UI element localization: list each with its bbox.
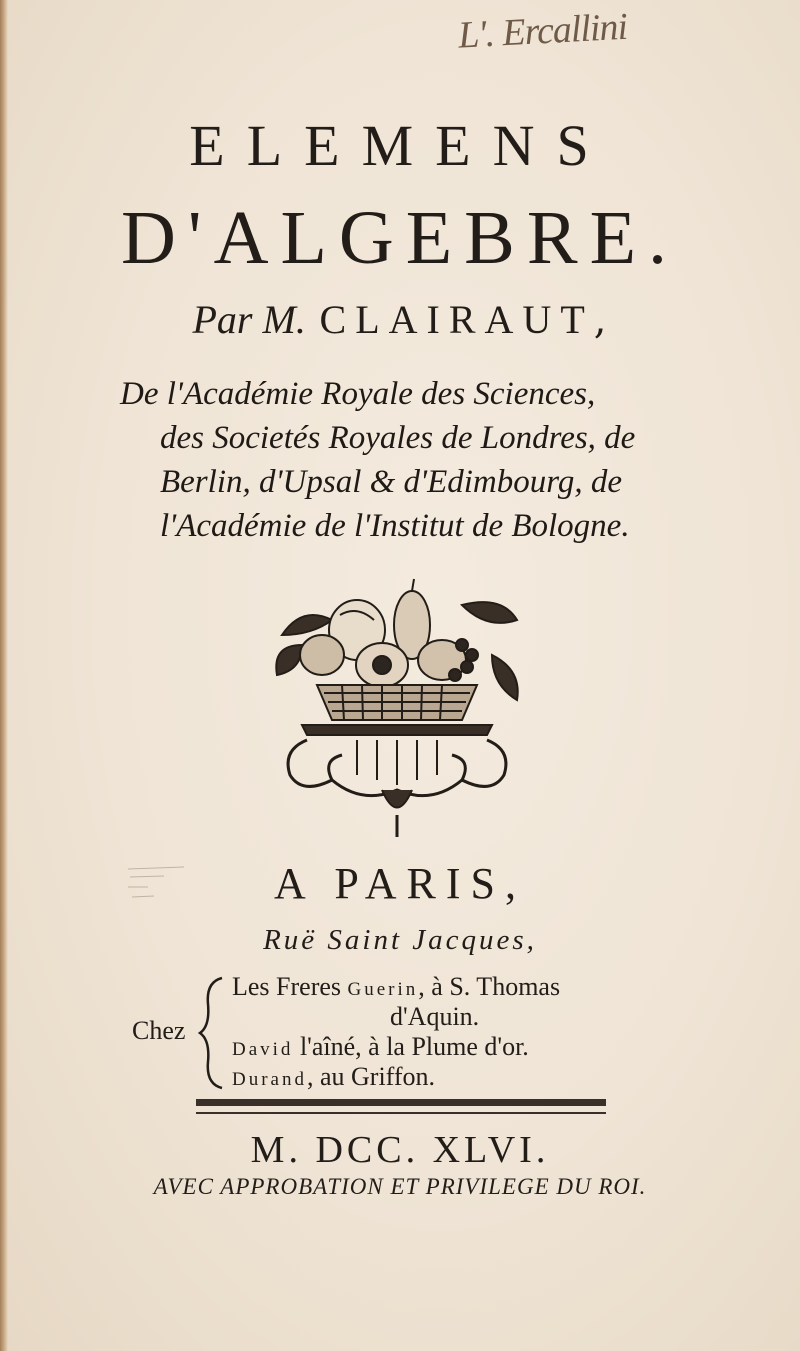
fruit-basket-ornament-icon	[262, 575, 532, 840]
title-line-2: D'ALGEBRE.	[120, 196, 679, 280]
imprint-street: Ruë Saint Jacques,	[263, 924, 537, 956]
chez-label: Chez	[132, 1016, 186, 1045]
publisher-name: Guerin	[347, 979, 419, 1000]
affiliation-line: l'Académie de l'Institut de Bologne.	[160, 508, 630, 544]
imprint-date: M. DCC. XLVI.	[250, 1129, 550, 1171]
title-line-1: ELEMENS	[189, 113, 611, 178]
handwritten-signature: L'. Ercallini	[457, 5, 629, 57]
publisher-text: , à S. Thomas	[418, 972, 561, 1001]
brace-icon	[196, 974, 230, 1092]
author-prefix: Par M.	[192, 297, 306, 342]
affiliation-line: De l'Académie Royale des Sciences,	[120, 376, 596, 412]
author-suffix: ,	[593, 297, 608, 343]
publisher-text: l'aîné, à la Plume d'or.	[299, 1032, 529, 1061]
page-edge	[0, 0, 8, 1351]
publisher-line-1	[232, 972, 560, 1002]
publisher-text: Les Freres	[232, 972, 342, 1001]
affiliation-line: des Societés Royales de Londres, de	[160, 420, 636, 456]
publisher-name: Durand	[232, 1069, 307, 1090]
double-rule-thick	[196, 1099, 606, 1106]
double-rule-thin	[196, 1112, 606, 1114]
imprint-city: A PARIS,	[273, 859, 527, 908]
publisher-text: , au Griffon.	[306, 1062, 436, 1091]
privilege-line: AVEC APPROBATION ET PRIVILEGE DU ROI.	[153, 1174, 647, 1199]
affiliation-line: Berlin, d'Upsal & d'Edimbourg, de	[160, 464, 623, 500]
author-line	[40, 296, 760, 343]
author-name: CLAIRAUT	[319, 297, 594, 342]
publisher-line-3	[232, 1062, 435, 1092]
publisher-line-2	[232, 1032, 529, 1062]
publisher-name: David	[232, 1039, 294, 1060]
publisher-line-1-cont: d'Aquin.	[390, 1002, 480, 1031]
